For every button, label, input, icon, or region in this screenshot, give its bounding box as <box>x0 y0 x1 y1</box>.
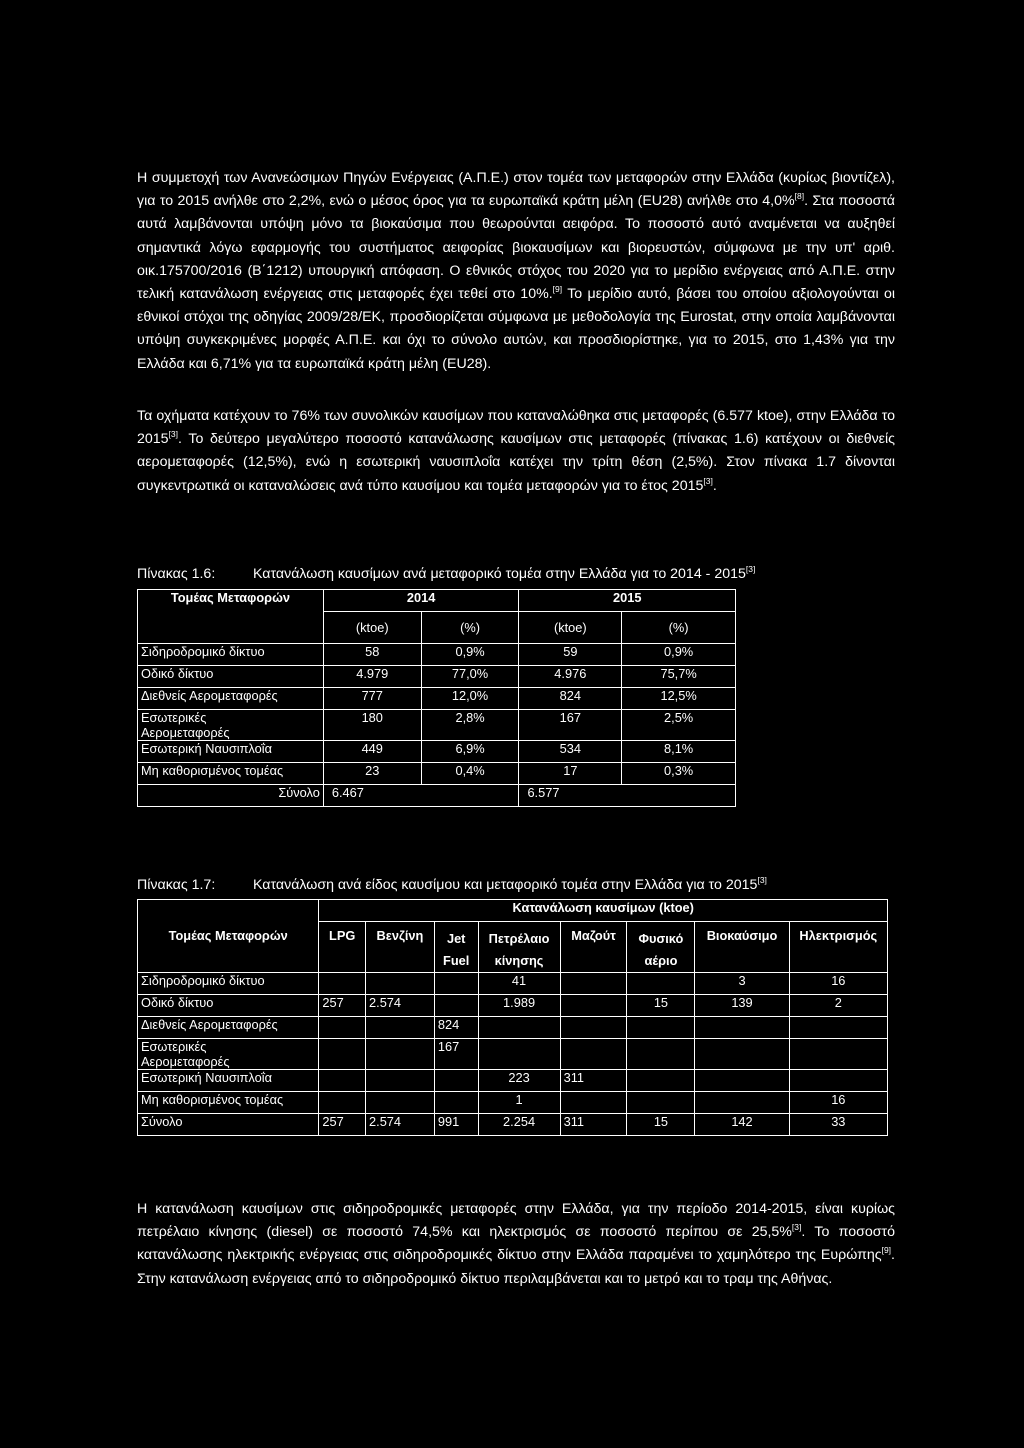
group-header-consumption: Κατανάλωση καυσίμων (ktoe) <box>319 900 888 922</box>
cell-benzine <box>366 973 435 995</box>
paragraph-rail-consumption <box>137 1198 895 1291</box>
table-row <box>138 666 736 688</box>
reference-9: [9] <box>881 1245 892 1256</box>
row-sector: Σύνολο <box>138 1114 319 1136</box>
cell-ktoe-2014: 23 <box>323 763 421 785</box>
paragraph-text: Η κατανάλωση καυσίμων στις σιδηροδρομικές μεταφορές στην Ελλάδα, για την περίοδο 2014-2015, είναι κυρίως πετρέλαιο κίνησης (diesel) σε ποσοστό 74,5% και ηλεκτρισμός σε ποσοστό περίπου σε 25,5% <box>137 1201 895 1241</box>
cell-electricity <box>789 1070 887 1092</box>
cell-lpg: 257 <box>319 995 366 1017</box>
header-jet-fuel <box>434 922 478 973</box>
paragraph-res-share <box>137 167 895 376</box>
cell-fuel-oil <box>560 1017 627 1039</box>
paragraph-text: . Το ποσοστό κατανάλωσης ηλεκτρικής ενέργειας στις σιδηροδρομικές δίκτυο στην Ελλάδα παραμένει το χαμηλότερο της Ευρώπης <box>137 1224 895 1264</box>
paragraph-vehicles-share <box>137 405 895 498</box>
header-lpg: LPG <box>319 922 366 973</box>
table-1-7 <box>137 899 888 1136</box>
cell-fuel-oil <box>560 973 627 995</box>
cell-benzine <box>366 1039 435 1070</box>
cell-natural-gas <box>627 1092 695 1114</box>
header-year-2014: 2014 <box>323 590 519 612</box>
table-row <box>138 644 736 666</box>
total-label: Σύνολο <box>138 785 324 807</box>
cell-jet <box>434 1070 478 1092</box>
caption-label: Πίνακας 1.7: <box>137 877 216 893</box>
cell-pct-2014: 0,4% <box>421 763 519 785</box>
subheader-pct: (%) <box>622 612 736 644</box>
cell-pct-2014: 0,9% <box>421 644 519 666</box>
cell-natural-gas <box>627 1039 695 1070</box>
cell-pct-2015: 0,3% <box>622 763 736 785</box>
row-sector: Οδικό δίκτυο <box>138 995 319 1017</box>
cell-jet: 991 <box>434 1114 478 1136</box>
header-biofuel: Βιοκαύσιμο <box>695 922 789 973</box>
cell-natural-gas: 15 <box>627 995 695 1017</box>
cell-diesel: 41 <box>478 973 560 995</box>
cell-lpg <box>319 1092 366 1114</box>
table-row <box>138 763 736 785</box>
cell-electricity <box>789 1017 887 1039</box>
cell-electricity: 16 <box>789 1092 887 1114</box>
cell-fuel-oil: 311 <box>560 1114 627 1136</box>
cell-fuel-oil <box>560 1039 627 1070</box>
table-total-row <box>138 785 736 807</box>
cell-lpg <box>319 1070 366 1092</box>
row-sector-line: Εσωτερικές <box>141 710 207 725</box>
header-line: κίνησης <box>494 953 544 968</box>
cell-benzine: 2.574 <box>366 1114 435 1136</box>
header-natural-gas <box>627 922 695 973</box>
cell-diesel: 1.989 <box>478 995 560 1017</box>
paragraph-text: . Στα ποσοστά αυτά λαμβάνονται υπόψη μόνο τα βιοκαύσιμα που θεωρούνται αειφόρα. Το ποσοστό αυτό αναμένεται να αυξηθεί σημαντικά λόγω εφαρμογής του συστήματος αειφορίας βιοκαυσίμων και βιορευστών, σύμφωνα με την υπ' αριθ. οικ.175700/2016 (Β΄1212) υπουργική απόφαση. Ο εθνικός στόχος του 2020 για το μερίδιο ενέργειας από Α.Π.Ε. στην τελική κατανάλωση ενέργειας στις μεταφορές έχει τεθεί στο 10%. <box>137 193 895 303</box>
header-electricity: Ηλεκτρισμός <box>789 922 887 973</box>
header-line: Φυσικό <box>638 931 684 946</box>
cell-fuel-oil <box>560 1092 627 1114</box>
cell-jet: 167 <box>434 1039 478 1070</box>
cell-jet <box>434 1092 478 1114</box>
header-line: Πετρέλαιο <box>488 931 550 946</box>
cell-natural-gas: 15 <box>627 1114 695 1136</box>
cell-fuel-oil: 311 <box>560 1070 627 1092</box>
subheader-pct: (%) <box>421 612 519 644</box>
cell-biofuel: 142 <box>695 1114 789 1136</box>
cell-pct-2014: 12,0% <box>421 688 519 710</box>
cell-natural-gas <box>627 973 695 995</box>
cell-diesel: 2.254 <box>478 1114 560 1136</box>
reference-3: [3] <box>168 429 179 440</box>
header-line: Fuel <box>443 953 470 968</box>
table-1-6 <box>137 589 736 807</box>
cell-diesel <box>478 1017 560 1039</box>
row-sector: Οδικό δίκτυο <box>138 666 324 688</box>
cell-ktoe-2015: 534 <box>519 741 622 763</box>
header-diesel <box>478 922 560 973</box>
reference-3: [3] <box>791 1222 802 1233</box>
header-fuel-oil: Μαζούτ <box>560 922 627 973</box>
cell-electricity: 33 <box>789 1114 887 1136</box>
cell-diesel <box>478 1039 560 1070</box>
cell-ktoe-2015: 59 <box>519 644 622 666</box>
cell-biofuel <box>695 1039 789 1070</box>
row-sector: Σιδηροδρομικό δίκτυο <box>138 973 319 995</box>
group-header-blank <box>138 900 319 922</box>
cell-biofuel <box>695 1070 789 1092</box>
cell-jet: 824 <box>434 1017 478 1039</box>
cell-ktoe-2015: 167 <box>519 710 622 741</box>
cell-diesel: 223 <box>478 1070 560 1092</box>
table-header-row <box>138 590 736 612</box>
total-ktoe-2015: 6.577 <box>519 785 736 807</box>
paragraph-text: . <box>712 477 717 494</box>
cell-lpg <box>319 973 366 995</box>
row-sector-line: Αερομεταφορές <box>141 725 230 740</box>
table-row <box>138 1039 888 1070</box>
paragraph-text: . Στην κατανάλωση ενέργειας από το σιδηροδρομικό δίκτυο περιλαμβάνεται και το μετρό και το τραμ της Αθήνας. <box>137 1247 895 1287</box>
cell-biofuel <box>695 1092 789 1114</box>
paragraph-text: Η συμμετοχή των Ανανεώσιμων Πηγών Ενέργειας (Α.Π.Ε.) στον τομέα των μεταφορών στην Ελλάδα (κυρίως βιοντίζελ), για το 2015 ανήλθε στο 2,2%, ενώ ο μέσος όρος για τα ευρωπαϊκά κράτη μέλη (EU28) ανήλθε στο 4,0% <box>137 170 895 210</box>
table-row <box>138 1070 888 1092</box>
row-sector <box>138 710 324 741</box>
subheader-ktoe: (ktoe) <box>323 612 421 644</box>
cell-benzine <box>366 1017 435 1039</box>
cell-benzine: 2.574 <box>366 995 435 1017</box>
cell-electricity <box>789 1039 887 1070</box>
reference-3: [3] <box>703 475 713 486</box>
row-sector: Μη καθορισμένος τομέας <box>138 1092 319 1114</box>
cell-pct-2015: 12,5% <box>622 688 736 710</box>
header-sector-blank <box>138 612 324 644</box>
header-line: Jet <box>446 931 466 946</box>
cell-natural-gas <box>627 1070 695 1092</box>
table-row <box>138 1092 888 1114</box>
paragraph-text: Τα οχήματα κατέχουν το 76% των συνολικών καυσίμων που καταναλώθηκα στις μεταφορές (6.577 ktoe), στην Ελλάδα το 2015 <box>137 408 895 448</box>
cell-pct-2015: 75,7% <box>622 666 736 688</box>
header-line: αέριο <box>644 953 678 968</box>
table-header-row <box>138 922 888 973</box>
row-sector <box>138 1039 319 1070</box>
reference-8: [8] <box>794 191 805 202</box>
cell-lpg: 257 <box>319 1114 366 1136</box>
table-row <box>138 741 736 763</box>
header-sector: Τομέας Μεταφορών <box>138 922 319 973</box>
cell-electricity: 2 <box>789 995 887 1017</box>
table-row <box>138 973 888 995</box>
cell-ktoe-2014: 777 <box>323 688 421 710</box>
table-1-6-caption <box>137 564 755 584</box>
header-year-2015: 2015 <box>519 590 736 612</box>
cell-ktoe-2014: 4.979 <box>323 666 421 688</box>
cell-biofuel: 3 <box>695 973 789 995</box>
cell-diesel: 1 <box>478 1092 560 1114</box>
header-benzine: Βενζίνη <box>366 922 435 973</box>
caption-text: Κατανάλωση καυσίμων ανά μεταφορικό τομέα στην Ελλάδα για το 2014 - 2015 <box>253 566 746 582</box>
cell-lpg <box>319 1017 366 1039</box>
subheader-ktoe: (ktoe) <box>519 612 622 644</box>
caption-label: Πίνακας 1.6: <box>137 566 216 582</box>
cell-ktoe-2014: 449 <box>323 741 421 763</box>
cell-benzine <box>366 1070 435 1092</box>
row-sector: Διεθνείς Αερομεταφορές <box>138 688 324 710</box>
cell-pct-2014: 77,0% <box>421 666 519 688</box>
row-sector: Εσωτερική Ναυσιπλοΐα <box>138 1070 319 1092</box>
row-sector: Εσωτερική Ναυσιπλοΐα <box>138 741 324 763</box>
row-sector: Διεθνείς Αερομεταφορές <box>138 1017 319 1039</box>
cell-biofuel <box>695 1017 789 1039</box>
caption-text: Κατανάλωση ανά είδος καυσίμου και μεταφορικό τομέα στην Ελλάδα για το 2015 <box>253 877 758 893</box>
reference-3: [3] <box>745 564 756 574</box>
table-1-7-caption <box>137 875 767 895</box>
total-ktoe-2014: 6.467 <box>323 785 519 807</box>
cell-jet <box>434 995 478 1017</box>
cell-ktoe-2014: 180 <box>323 710 421 741</box>
paragraph-text: . Το δεύτερο μεγαλύτερο ποσοστό κατανάλωσης καυσίμων στις μεταφορές (πίνακας 1.6) κατέχουν οι διεθνείς αερομεταφορές (12,5%), ενώ η εσωτερική ναυσιπλοΐα κατέχει την τρίτη θέση (2,5%). Στον πίνακα 1.7 δίνονται συγκεντρωτικά οι καταναλώσεις ανά τύπο καυσίμου και τομέα μεταφορών για το έτος 2015 <box>137 431 895 494</box>
cell-fuel-oil <box>560 995 627 1017</box>
cell-ktoe-2015: 824 <box>519 688 622 710</box>
cell-lpg <box>319 1039 366 1070</box>
reference-9: [9] <box>552 284 563 295</box>
row-sector: Μη καθορισμένος τομέας <box>138 763 324 785</box>
row-sector-line: Εσωτερικές <box>141 1039 207 1054</box>
reference-3: [3] <box>757 875 767 885</box>
cell-ktoe-2015: 17 <box>519 763 622 785</box>
cell-biofuel: 139 <box>695 995 789 1017</box>
cell-ktoe-2014: 58 <box>323 644 421 666</box>
row-sector-line: Αερομεταφορές <box>141 1054 230 1069</box>
table-row <box>138 710 736 741</box>
cell-pct-2014: 2,8% <box>421 710 519 741</box>
table-group-header-row <box>138 900 888 922</box>
cell-benzine <box>366 1092 435 1114</box>
header-sector: Τομέας Μεταφορών <box>138 590 324 612</box>
cell-pct-2015: 8,1% <box>622 741 736 763</box>
cell-ktoe-2015: 4.976 <box>519 666 622 688</box>
table-total-row <box>138 1114 888 1136</box>
cell-electricity: 16 <box>789 973 887 995</box>
cell-jet <box>434 973 478 995</box>
cell-pct-2015: 0,9% <box>622 644 736 666</box>
table-subheader-row <box>138 612 736 644</box>
row-sector: Σιδηροδρομικό δίκτυο <box>138 644 324 666</box>
cell-pct-2014: 6,9% <box>421 741 519 763</box>
table-row <box>138 1017 888 1039</box>
table-row <box>138 995 888 1017</box>
paragraph-text: Το μερίδιο αυτό, βάσει του οποίου αξιολογούνται οι εθνικοί στόχοι της οδηγίας 2009/28/ΕΚ, προσδιορίζεται σύμφωνα με μεθοδολογία της Eurostat, στην οποία λαμβάνονται υπόψη συγκεκριμένες μορφές Α.Π.Ε. και όχι το σύνολο αυτών, και προσδιορίστηκε, για το 2015, στο 1,43% για την Ελλάδα και 6,71% για τα ευρωπαϊκά κράτη μέλη (EU28). <box>137 286 895 372</box>
cell-pct-2015: 2,5% <box>622 710 736 741</box>
table-row <box>138 688 736 710</box>
cell-natural-gas <box>627 1017 695 1039</box>
